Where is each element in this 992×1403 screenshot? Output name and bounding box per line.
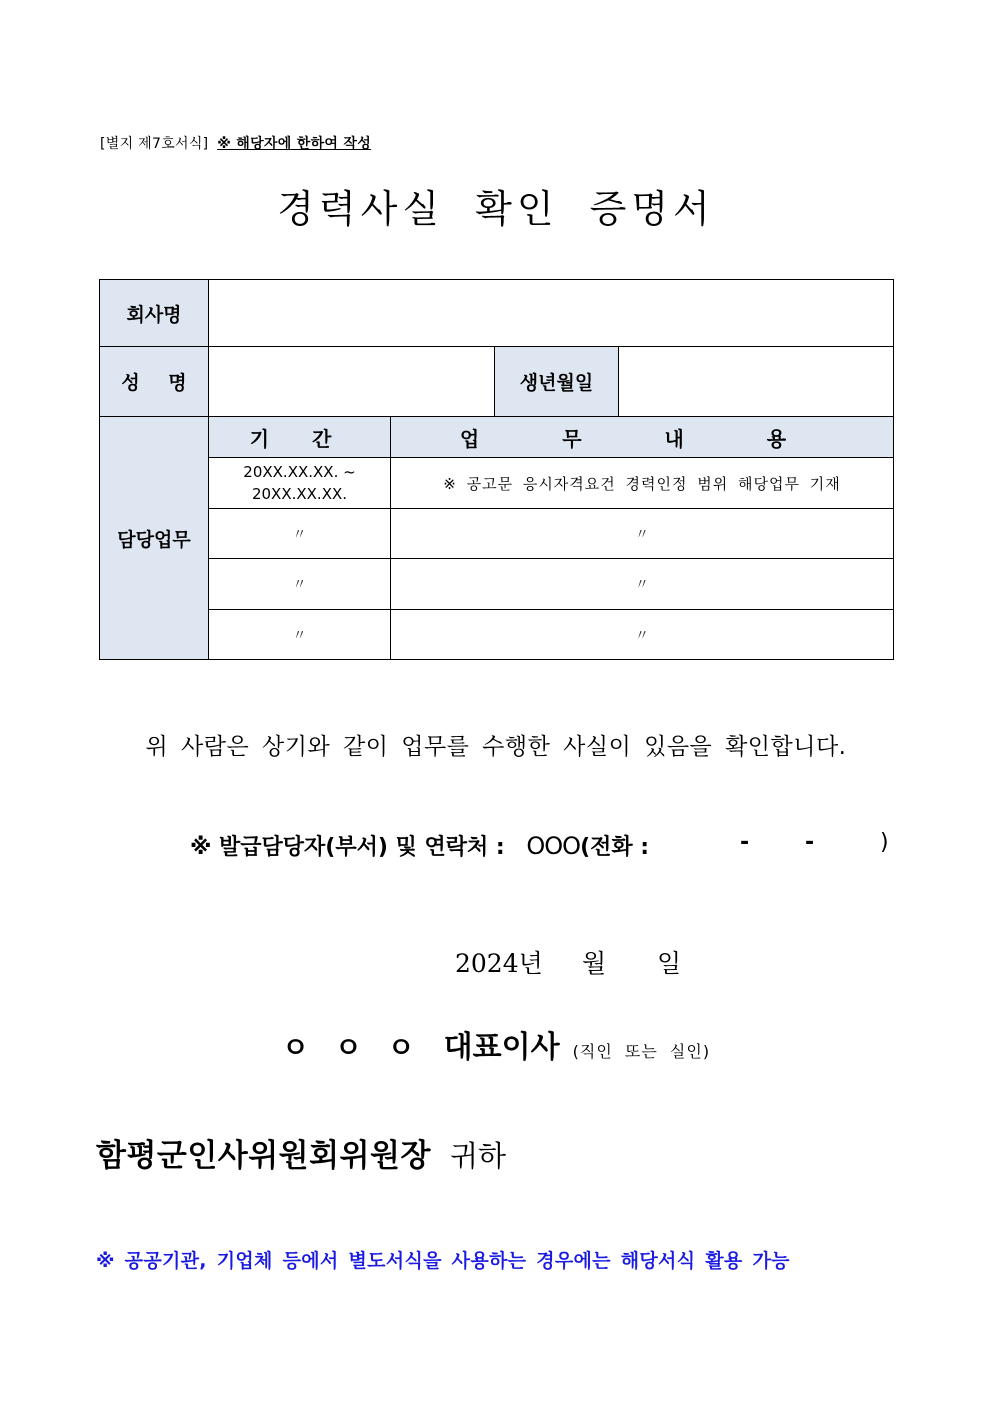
duty-content-cell[interactable]: ※ 공고문 응시자격요건 경력인정 범위 해당업무 기재 bbox=[391, 458, 894, 509]
duty-content-cell[interactable]: 〃 bbox=[391, 610, 894, 660]
birthdate-label: 생년월일 bbox=[495, 347, 619, 417]
table-row bbox=[100, 610, 894, 660]
table-row bbox=[100, 559, 894, 610]
period-cell[interactable]: 〃 bbox=[209, 559, 391, 610]
footnote: ※ 공공기관, 기업체 등에서 별도서식을 사용하는 경우에는 해당서식 활용 가능 bbox=[96, 1250, 790, 1272]
company-row bbox=[100, 280, 894, 347]
period-cell[interactable]: 〃 bbox=[209, 610, 391, 660]
name-field[interactable] bbox=[209, 347, 495, 417]
name-row bbox=[100, 347, 894, 417]
duty-label: 담당업무 bbox=[100, 417, 209, 660]
date-day: 일 bbox=[657, 949, 682, 978]
recipient bbox=[96, 1130, 506, 1175]
confirmation-statement: 위 사람은 상기와 같이 업무를 수행한 사실이 있음을 확인합니다. bbox=[145, 734, 847, 760]
signature-line bbox=[0, 1022, 992, 1066]
issuer-label: ※ 발급담당자(부서) 및 연락처 : bbox=[190, 835, 505, 860]
duty-header-row bbox=[100, 417, 894, 458]
form-number-label bbox=[100, 133, 371, 153]
form-number: [별지 제7호서식] bbox=[100, 136, 209, 152]
issuer-contact bbox=[190, 830, 889, 861]
birthdate-field[interactable] bbox=[619, 347, 894, 417]
ceo-title: 대표이사 bbox=[443, 1030, 560, 1065]
duty-content-cell[interactable]: 〃 bbox=[391, 509, 894, 559]
phone-close: ) bbox=[880, 830, 889, 855]
content-header: 업 무 내 용 bbox=[391, 417, 894, 458]
form-note: ※ 해당자에 한하여 작성 bbox=[217, 136, 372, 152]
ceo-name: ㅇ ㅇ ㅇ bbox=[281, 1031, 423, 1064]
phone-label: (전화 : bbox=[580, 835, 650, 860]
page-title: 경력사실 확인 증명서 bbox=[277, 187, 715, 231]
name-label: 성 명 bbox=[100, 347, 209, 417]
table-row bbox=[100, 509, 894, 559]
phone-separator-1: - bbox=[740, 830, 750, 855]
recipient-name: 함평군인사위원회위원장 bbox=[96, 1138, 431, 1174]
date-month: 월 bbox=[582, 949, 607, 978]
career-info-table bbox=[99, 279, 894, 660]
period-cell[interactable]: 20XX.XX.XX. ~ 20XX.XX.XX. bbox=[209, 458, 391, 509]
company-label: 회사명 bbox=[100, 280, 209, 347]
issuer-name: OOO bbox=[526, 832, 581, 860]
company-field[interactable] bbox=[209, 280, 894, 347]
period-header: 기 간 bbox=[209, 417, 391, 458]
seal-note: (직인 또는 실인) bbox=[572, 1042, 711, 1061]
table-row bbox=[100, 458, 894, 509]
period-cell[interactable]: 〃 bbox=[209, 509, 391, 559]
duty-content-cell[interactable]: 〃 bbox=[391, 559, 894, 610]
phone-separator-2: - bbox=[805, 830, 815, 855]
date-year: 2024년 bbox=[455, 949, 543, 978]
recipient-honorific: 귀하 bbox=[450, 1139, 507, 1173]
